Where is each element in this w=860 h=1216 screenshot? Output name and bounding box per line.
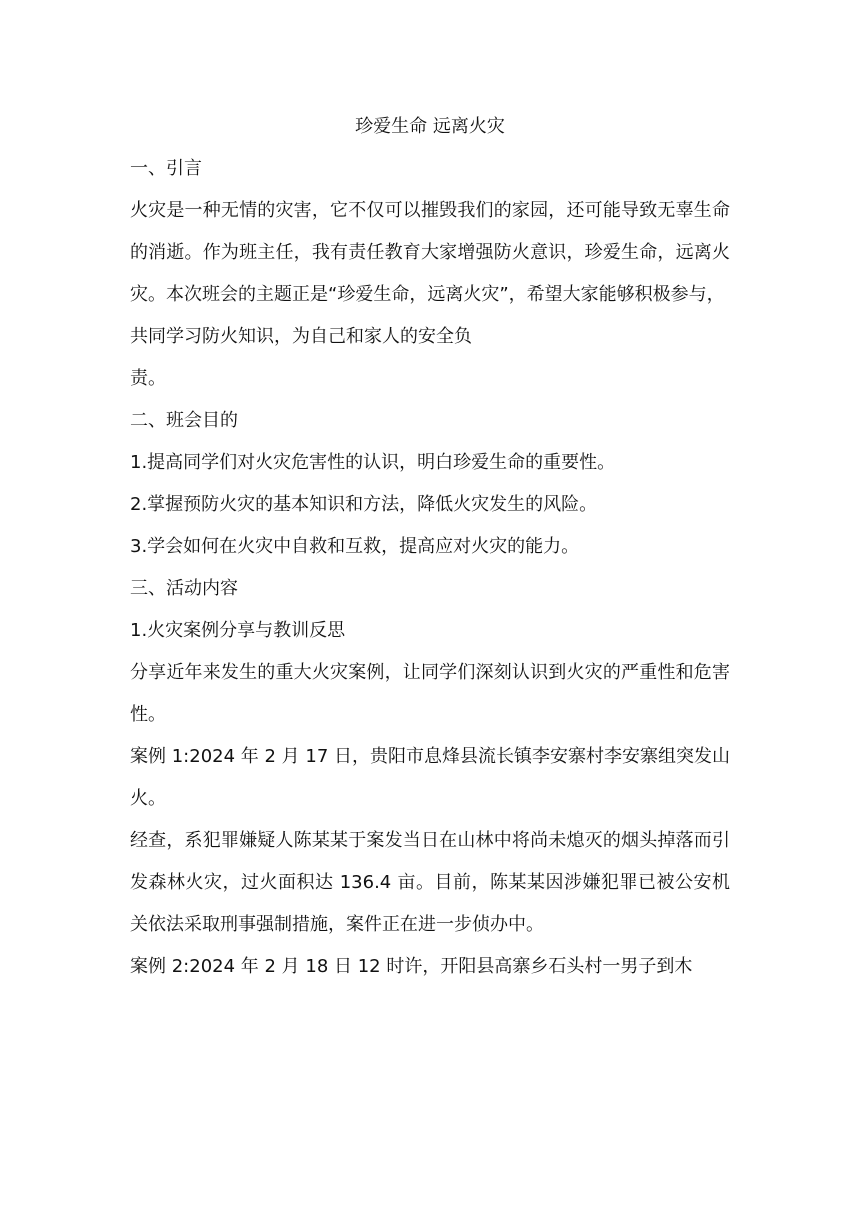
- activity-subheading-1: 1.火灾案例分享与教训反思: [130, 620, 346, 641]
- section-heading-intro: 一、引言: [130, 158, 202, 179]
- document-page: [130, 106, 730, 988]
- activity-paragraph-1: 分享近年来发生的重大火灾案例，让同学们深刻认识到火灾的严重性和危害性。: [130, 662, 730, 725]
- case-2-paragraph: 案例 2:2024 年 2 月 18 日 12 时许，开阳县高寨乡石头村一男子到木: [130, 956, 693, 977]
- goal-item-2: 2.掌握预防火灾的基本知识和方法，降低火灾发生的风险。: [130, 494, 598, 515]
- goal-item-3: 3.学会如何在火灾中自救和互救，提高应对火灾的能力。: [130, 536, 580, 557]
- section-heading-activities: 三、活动内容: [130, 578, 238, 599]
- document-title: 珍爱生命 远离火灾: [355, 116, 505, 137]
- section-heading-goals: 二、班会目的: [130, 410, 238, 431]
- intro-paragraph: 火灾是一种无情的灾害，它不仅可以摧毁我们的家园，还可能导致无辜生命的消逝。作为班主任，我有责任教育大家增强防火意识，珍爱生命，远离火灾。本次班会的主题正是“珍爱生命，远离火灾”，希望大家能够积极参与，: [130, 200, 730, 305]
- goal-item-1: 1.提高同学们对火灾危害性的认识，明白珍爱生命的重要性。: [130, 452, 616, 473]
- case-1-paragraph: 案例 1:2024 年 2 月 17 日，贵阳市息烽县流长镇李安寨村李安寨组突发山火。: [130, 746, 731, 809]
- case-1-detail-paragraph: 经查，系犯罪嫌疑人陈某某于案发当日在山林中将尚未熄灭的烟头掉落而引发森林火灾，过火面积达 136.4 亩。目前，陈某某因涉嫌犯罪已被公安机关依法采取刑事强制措施，案件正在进一步侦办中。: [130, 830, 730, 935]
- intro-line-3: 责。: [130, 368, 166, 389]
- intro-line-2: 共同学习防火知识，为自己和家人的安全负: [130, 326, 472, 347]
